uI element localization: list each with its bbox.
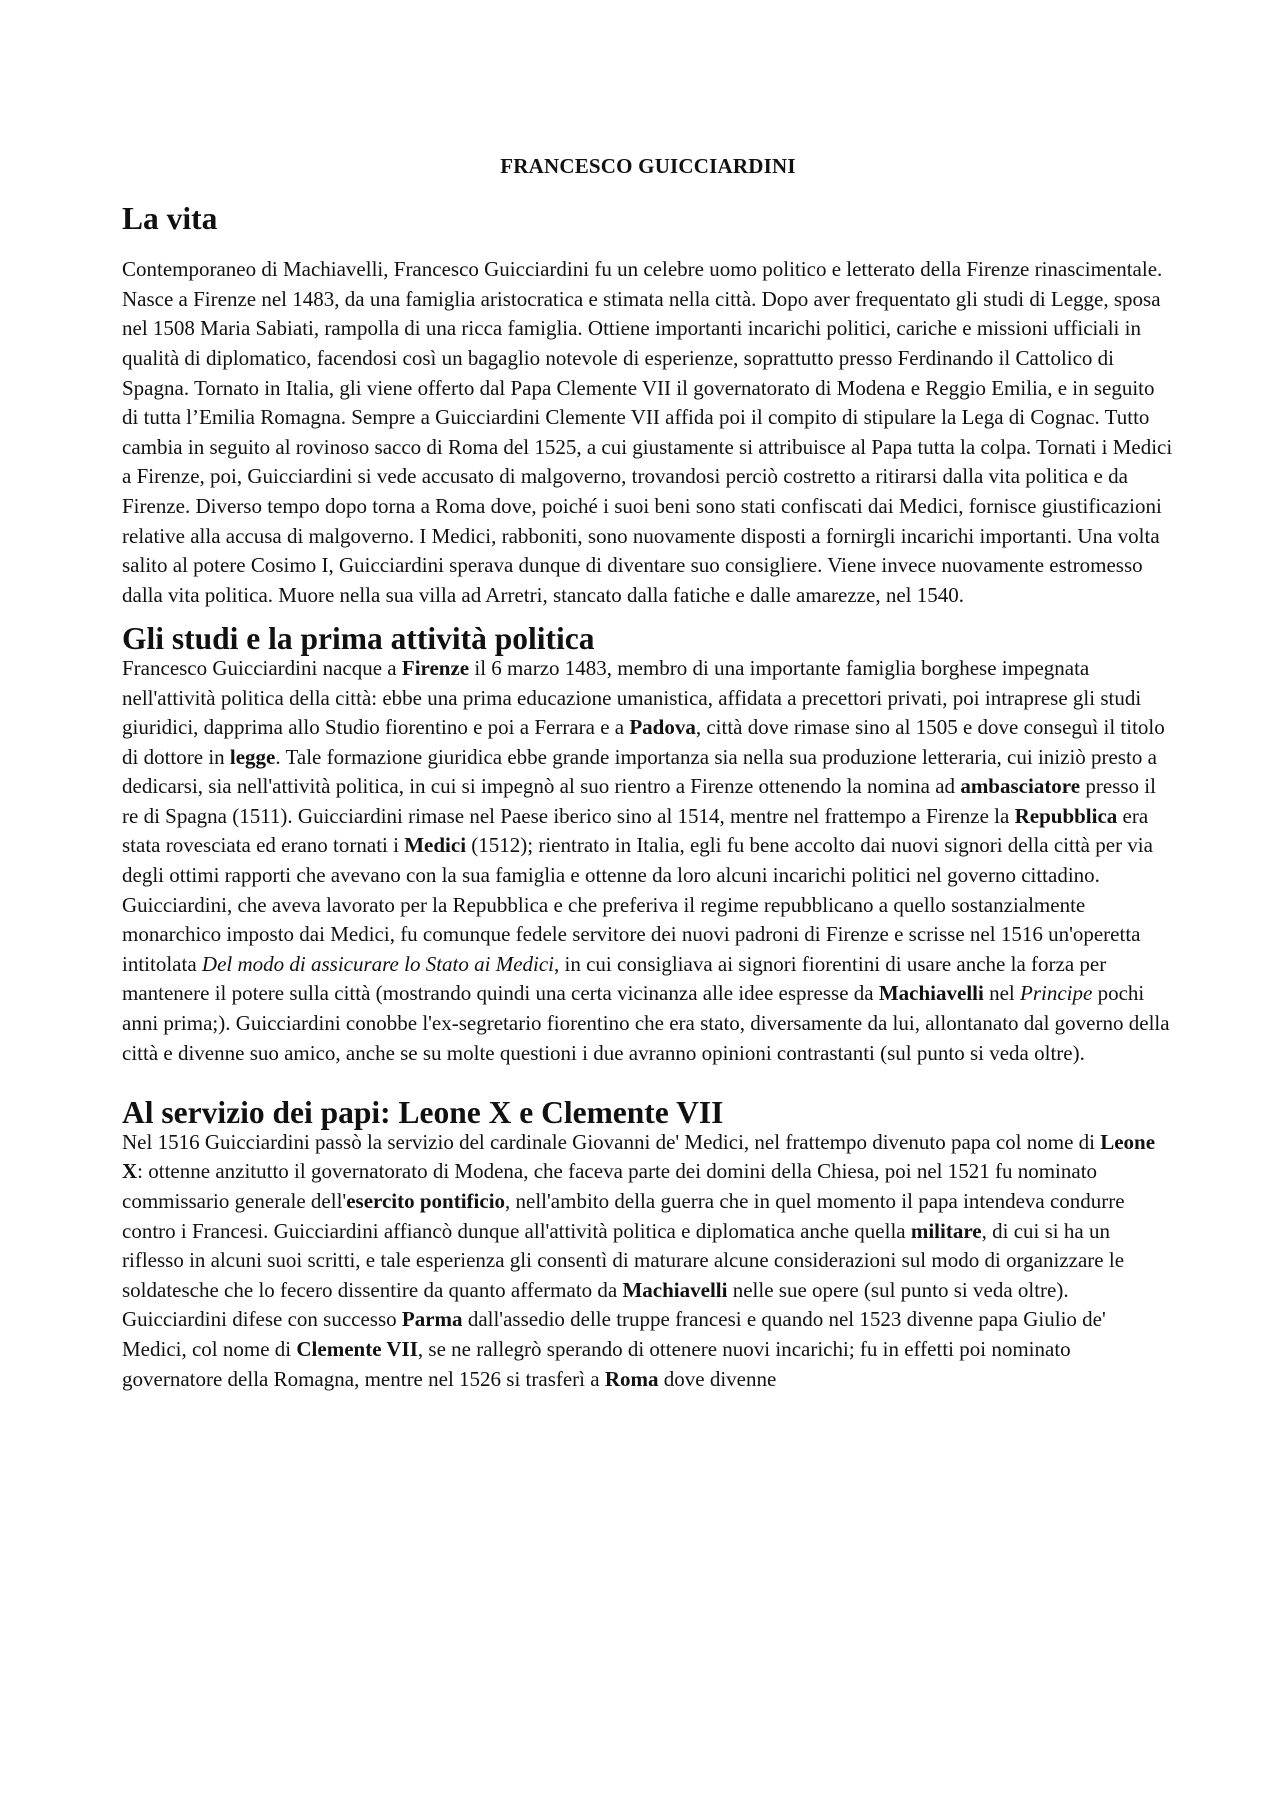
bold-term: Padova	[629, 715, 696, 740]
text-run: , di cui si ha un riflesso in alcuni suoi scritti, e tale esperienza gli consentì di maturare alcune considerazioni sul modo di organizzare le soldatesche che lo fecero dissentire da quanto affermato da	[122, 1218, 1125, 1302]
bold-term: Machiavelli	[878, 981, 984, 1006]
section-heading-studi: Gli studi e la prima attività politica	[122, 621, 595, 657]
paragraph-studi	[122, 654, 1174, 1068]
bold-term: ambasciatore	[960, 774, 1081, 799]
text-run: (1512); rientrato in Italia, egli fu bene accolto dai nuovi signori della città per via degli ottimi rapporti che avevano con la sua famiglia e ottenne da loro alcuni incarichi politici nel governo cittadino. Guicciardini, che aveva lavorato per la Repubblica e che preferiva il regime repubblicano a quello sostanzialmente monarchico imposto dai Medici, fu comunque fedele servitore dei nuovi padroni di Firenze e scrisse nel 1516 un'operetta intitolata	[122, 833, 1153, 976]
text-run: . Tale formazione giuridica ebbe grande importanza sia nella sua produzione letteraria, cui iniziò presto a dedicarsi, sia nell'attività politica, in cui si impegnò al suo rientro a Firenze ottenendo la nomina ad	[122, 744, 1157, 799]
bold-term: Roma	[604, 1366, 659, 1391]
text-run: pochi anni prima;). Guicciardini conobbe l'ex-segretario fiorentino che era stato, diversamente da lui, allontanato dal governo della città e divenne suo amico, anche se su molte questioni i due avranno opinioni contrastanti (sul punto si veda oltre).	[122, 981, 1170, 1065]
bold-term: legge	[229, 744, 276, 769]
text-run: , nell'ambito della guerra che in quel momento il papa intendeva condurre contro i Francesi. Guicciardini affiancò dunque all'attività politica e diplomatica anche quella	[122, 1189, 1125, 1243]
document-page	[122, 152, 1174, 1394]
bold-term: Leone X	[122, 1129, 1156, 1184]
text-run: : ottenne anzitutto il governatorato di Modena, che faceva parte dei domini della Chiesa, poi nel 1521 fu nominato commissario generale dell'	[122, 1159, 1098, 1213]
text-run: , città dove rimase sino al 1505 e dove conseguì il titolo di dottore in	[122, 715, 1165, 769]
text-run: Nel 1516 Guicciardini passò la servizio del cardinale Giovanni de' Medici, nel frattempo divenuto papa col nome di	[122, 1129, 1101, 1154]
bold-term: Machiavelli	[622, 1277, 728, 1302]
paragraph-servizio-papi	[122, 1128, 1174, 1394]
text-run: presso il re di Spagna (1511). Guicciardini rimase nel Paese iberico sino al 1514, mentre nel frattempo a Firenze la	[122, 774, 1156, 828]
section-heading-la-vita: La vita	[122, 200, 218, 236]
paragraph-la-vita	[122, 255, 1174, 610]
bold-term: esercito pontificio	[346, 1189, 506, 1213]
text-run: , se ne rallegrò sperando di ottenere nuovi incarichi; fu in effetti poi nominato governatore della Romagna, mentre nel 1526 si trasferì a	[122, 1336, 1071, 1391]
text-run: Contemporaneo di Machiavelli, Francesco Guicciardini fu un celebre uomo politico e letterato della Firenze rinascimentale. Nasce a Firenze nel 1483, da una famiglia aristocratica e stimata nella città. Dopo aver frequentato gli studi di Legge, sposa nel 1508 Maria Sabiati, rampolla di una ricca famiglia. Ottiene importanti incarichi politici, cariche e missioni ufficiali in qualità di diplomatico, facendosi così un bagaglio notevole di esperienze, soprattutto presso Ferdinando il Cattolico di Spagna. Tornato in Italia, gli viene offerto dal Papa Clemente VII il governatorato di Modena e Reggio Emilia, e in seguito di tutta l’Emilia Romagna. Sempre a Guicciardini Clemente VII affida poi il compito di stipulare la Lega di Cognac. Tutto cambia in seguito al rovinoso sacco di Roma del 1525, a cui giustamente si attribuisce al Papa tutta la colpa. Tornati i Medici a Firenze, poi, Guicciardini si vede accusato di malgoverno, trovandosi perciò costretto a ritirarsi dalla vita politica e da Firenze. Diverso tempo dopo torna a Roma dove, poiché i suoi beni sono stati confiscati dai Medici, fornisce giustificazioni relative alla accusa di malgoverno. I Medici, rabboniti, sono nuovamente disposti a fornirgli incarichi importanti. Una volta salito al potere Cosimo I, Guicciardini sperava dunque di diventare suo consigliere. Viene invece nuovamente estromesso dalla vita politica. Muore nella sua villa ad Arretri, stancato dalla fatiche e dalle amarezze, nel 1540.	[122, 257, 1173, 607]
bold-term: Medici	[404, 833, 467, 858]
italic-title: Del modo di assicurare lo Stato ai Medici	[201, 951, 555, 976]
italic-title: Principe	[1020, 981, 1093, 1006]
text-run: dove divenne	[658, 1366, 777, 1391]
text-run: il 6 marzo 1483, membro di una importante famiglia borghese impegnata nell'attività politica della città: ebbe una prima educazione umanistica, affidata a precettori privati, poi intraprese gli studi giuridici, dapprima allo Studio fiorentino e poi a Ferrara e a	[122, 655, 1142, 740]
text-run: era stata rovesciata ed erano tornati i	[122, 803, 1149, 858]
document-title: FRANCESCO GUICCIARDINI	[500, 154, 796, 178]
text-run: nelle sue opere (sul punto si veda oltre). Guicciardini difese con successo	[122, 1277, 1069, 1332]
section-spacer	[122, 1068, 1174, 1098]
bold-term: Parma	[401, 1307, 463, 1332]
bold-term: Clemente VII	[296, 1336, 418, 1361]
section-heading-servizio-papi: Al servizio dei papi: Leone X e Clemente VII	[122, 1095, 724, 1131]
text-run: dall'assedio delle truppe francesi e quando nel 1523 divenne papa Giulio de' Medici, col nome di	[122, 1307, 1106, 1361]
bold-term: militare	[910, 1218, 982, 1243]
text-run: , in cui consigliava ai signori fiorentini di usare anche la forza per mantenere il potere sulla città (mostrando quindi una certa vicinanza alle idee espresse da	[122, 951, 1107, 1006]
text-run: Francesco Guicciardini nacque a	[122, 655, 402, 680]
text-run: nel	[983, 981, 1020, 1006]
bold-term: Repubblica	[1014, 803, 1118, 828]
bold-term: Firenze	[401, 655, 470, 680]
